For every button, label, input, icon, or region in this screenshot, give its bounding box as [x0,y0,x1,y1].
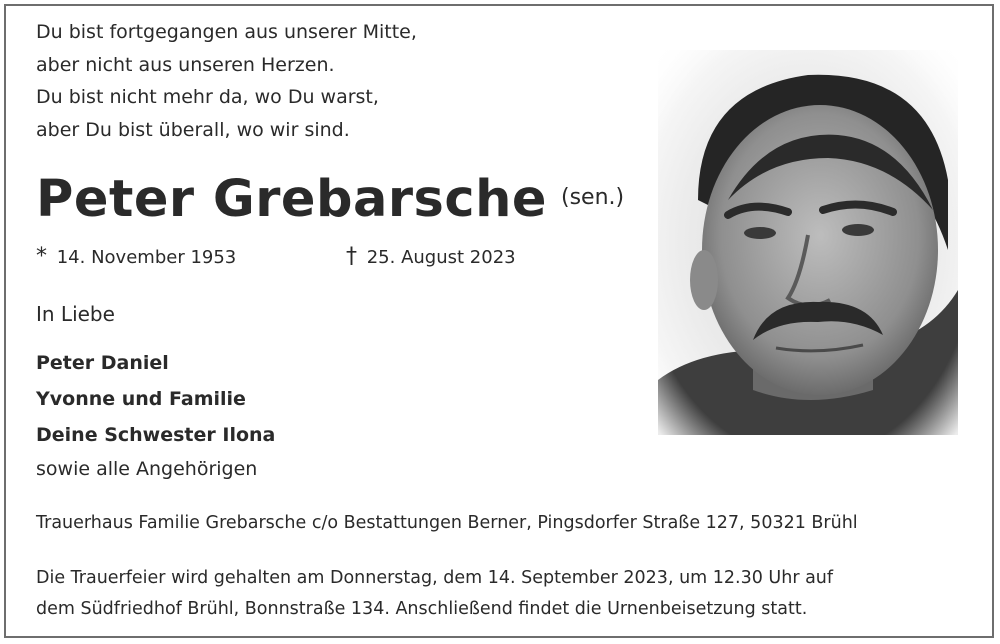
mourner-name: Deine Schwester Ilona [36,424,276,446]
mourner-name: Peter Daniel [36,352,169,374]
other-relatives: sowie alle Angehörigen [36,458,258,480]
birth-date-line [36,244,236,269]
poem-line: aber nicht aus unseren Herzen. [36,53,335,76]
memorial-poem [36,16,417,146]
death-date-line [346,244,516,269]
portrait-photo [658,50,958,435]
birth-star-icon: * [36,244,47,269]
mourner-name: Yvonne und Familie [36,388,246,410]
name-suffix: (sen.) [561,185,625,210]
service-line: dem Südfriedhof Brühl, Bonnstraße 134. Anschließend findet die Urnenbeisetzung statt. [36,599,808,619]
funeral-service-info [36,563,833,625]
death-date: 25. August 2023 [366,247,516,268]
service-line: Die Trauerfeier wird gehalten am Donnerstag, dem 14. September 2023, um 12.30 Uhr auf [36,568,834,588]
birth-date: 14. November 1953 [56,247,237,268]
mourners-intro: In Liebe [36,302,115,326]
poem-line: Du bist fortgegangen aus unserer Mitte, [36,21,417,43]
deceased-name-line [36,170,624,229]
mourning-house-address: Trauerhaus Familie Grebarsche c/o Bestattungen Berner, Pingsdorfer Straße 127, 50321 Brühl [36,513,858,533]
poem-line: Du bist nicht mehr da, wo Du warst, [36,86,379,108]
portrait-illustration [658,50,958,435]
death-cross-icon: † [346,244,357,269]
deceased-name: Peter Grebarsche [36,170,548,229]
poem-line: aber Du bist überall, wo wir sind. [36,118,350,141]
mourner-names [36,345,275,453]
